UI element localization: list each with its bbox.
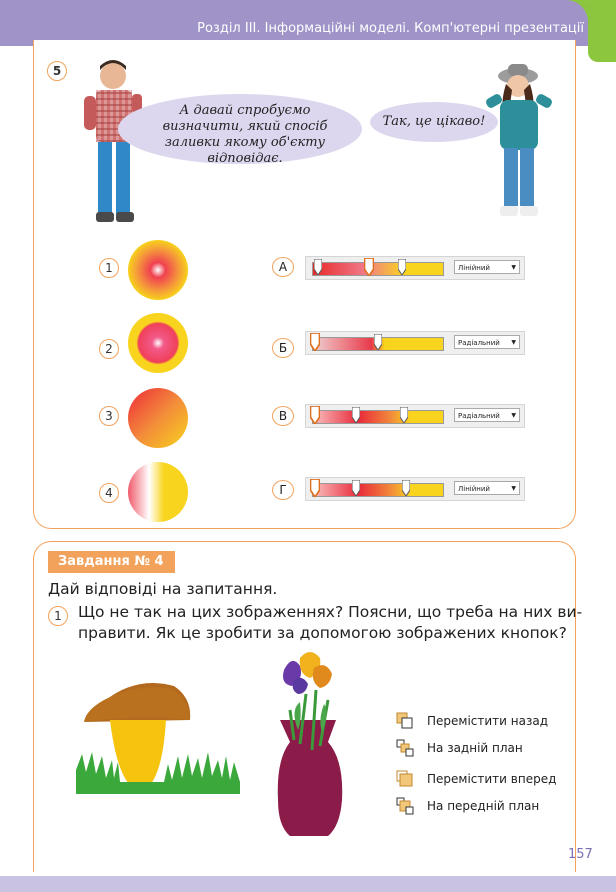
circle-label-1: 1 xyxy=(99,258,119,278)
bring-forward-icon xyxy=(396,770,414,788)
gradient-circles xyxy=(120,238,196,528)
stop-handle[interactable] xyxy=(352,480,360,496)
stop-handle-selected[interactable] xyxy=(310,333,320,351)
stop-handle[interactable] xyxy=(402,480,410,496)
header-title: Розділ III. Інформаційні моделі. Комп'ютерні презентації xyxy=(197,21,584,36)
fill-type-select-a[interactable]: Лінійний ▼ xyxy=(454,260,520,274)
chevron-down-icon: ▼ xyxy=(511,412,516,419)
stop-handle[interactable] xyxy=(400,407,408,423)
circle-4 xyxy=(128,462,188,522)
gradient-bar-g xyxy=(305,477,525,501)
question-line-1: Що не так на цих зображеннях? Поясни, що треба на них ви- xyxy=(78,603,583,621)
chevron-down-icon: ▼ xyxy=(511,485,516,492)
stop-handle[interactable] xyxy=(398,259,406,275)
mushroom-illustration xyxy=(74,682,242,794)
task-intro: Дай відповіді на запитання. xyxy=(48,580,278,598)
circle-label-4: 4 xyxy=(99,483,119,503)
gradient-bar-v xyxy=(305,404,525,428)
stop-handle-selected[interactable] xyxy=(310,406,320,424)
fill-type-select-b[interactable]: Радіальний ▼ xyxy=(454,335,520,349)
option-letter-b: Б xyxy=(272,338,294,358)
circle-label-3: 3 xyxy=(99,406,119,426)
chevron-down-icon: ▼ xyxy=(511,264,516,271)
gradient-bar-b xyxy=(305,331,525,355)
circle-2 xyxy=(128,313,188,373)
option-letter-v: В xyxy=(272,406,294,426)
bring-to-front-button[interactable]: На передній план xyxy=(396,797,556,815)
send-to-back-icon xyxy=(396,739,414,757)
task-label: Завдання № 4 xyxy=(48,551,175,573)
page-number: 157 xyxy=(568,847,593,862)
bring-to-front-icon xyxy=(396,797,414,815)
send-to-back-button[interactable]: На задній план xyxy=(396,739,556,757)
bring-forward-button[interactable]: Перемістити вперед xyxy=(396,770,556,788)
fill-type-select-g[interactable]: Лінійний ▼ xyxy=(454,481,520,495)
circle-1 xyxy=(128,240,188,300)
gradient-bar-a xyxy=(305,256,525,280)
circle-label-2: 2 xyxy=(99,339,119,359)
chevron-down-icon: ▼ xyxy=(511,339,516,346)
flower-vase-illustration xyxy=(270,650,348,836)
stop-handle[interactable] xyxy=(352,407,360,423)
send-backward-button[interactable]: Перемістити назад xyxy=(396,712,556,730)
page-footer-bar xyxy=(0,876,616,892)
boy-speech-text: А давай спробуємо визначити, який спосіб заливки якому об'єкту відповідає. xyxy=(162,103,328,166)
circle-3 xyxy=(128,388,188,448)
exercise-number: 5 xyxy=(47,61,67,81)
stop-handle[interactable] xyxy=(314,259,322,275)
fill-type-select-v[interactable]: Радіальний ▼ xyxy=(454,408,520,422)
stop-handle[interactable] xyxy=(374,334,382,350)
girl-speech-text: Так, це цікаво! xyxy=(382,114,486,129)
girl-figure xyxy=(478,60,562,222)
option-letter-g: Г xyxy=(272,480,294,500)
send-backward-icon xyxy=(396,712,414,730)
stop-handle-selected[interactable] xyxy=(310,479,320,497)
stop-handle-selected[interactable] xyxy=(364,258,374,276)
question-number: 1 xyxy=(48,606,68,626)
question-line-2: правити. Як це зробити за допомогою зображених кнопок? xyxy=(78,624,567,642)
option-letter-a: А xyxy=(272,257,294,277)
